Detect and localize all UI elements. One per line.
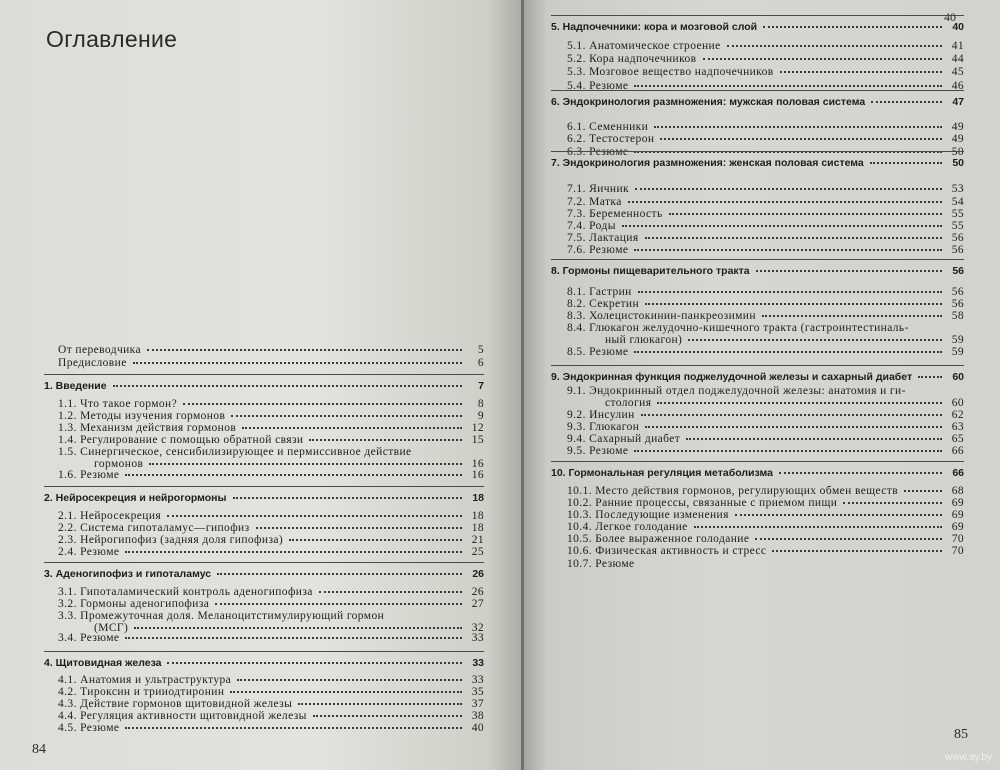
toc-page-number: 59 [951, 346, 964, 358]
toc-page-number: 33 [471, 674, 484, 686]
toc-entry-title: 1. Введение [44, 380, 107, 392]
watermark: www.ay.by [944, 752, 992, 763]
dot-leader [230, 691, 462, 693]
toc-entry-title: 8.1. Гастрин [567, 286, 632, 298]
right-top-number: 40 [944, 10, 956, 24]
toc-page-number: 50 [951, 146, 964, 158]
toc-page-number: 69 [951, 521, 964, 533]
toc-entry[interactable] [567, 445, 964, 457]
toc-page-number: 56 [951, 244, 964, 256]
toc-entry-title: 10.1. Место действия гормонов, регулирующих обмен веществ [567, 485, 899, 497]
toc-entry[interactable] [58, 522, 484, 534]
dot-leader [669, 213, 942, 215]
toc-entry-title: 1.2. Методы изучения гормонов [58, 410, 226, 422]
dot-leader [133, 362, 462, 364]
toc-page-number: 56 [952, 265, 964, 277]
toc-entry-title: 10.3. Последующие изменения [567, 509, 729, 521]
dot-leader [645, 303, 942, 305]
dot-leader [167, 662, 462, 664]
toc-entry[interactable] [58, 586, 484, 598]
toc-page-number: 32 [471, 622, 484, 634]
toc-entry[interactable] [567, 521, 964, 533]
dot-leader [755, 538, 942, 540]
toc-entry-title: 1.5. Синергическое, сенсибилизирующее и пермиссивное действие [58, 446, 412, 458]
toc-entry-title: 7. Эндокринология размножения: женская половая система [551, 157, 864, 169]
toc-entry-title: 6. Эндокринология размножения: мужская половая система [551, 96, 866, 108]
toc-page-number: 69 [951, 509, 964, 521]
toc-page-number: 49 [951, 121, 964, 133]
toc-entry-title: 1.6. Резюме [58, 469, 120, 481]
toc-entry[interactable] [567, 497, 964, 509]
dot-leader [763, 26, 942, 28]
toc-entry[interactable] [58, 510, 484, 522]
toc-entry[interactable] [567, 545, 964, 557]
toc-page-number: 53 [951, 183, 964, 195]
toc-entry-title: 5.1. Анатомическое строение [567, 40, 721, 52]
toc-entry[interactable] [58, 546, 484, 558]
toc-entry[interactable] [58, 710, 484, 722]
toc-page-number: 68 [951, 485, 964, 497]
toc-page-number: 60 [952, 371, 964, 383]
toc-page-number: 59 [951, 334, 964, 346]
toc-entry[interactable] [58, 686, 484, 698]
toc-entry-title: 10.6. Физическая активность и стресс [567, 545, 767, 557]
dot-leader [654, 126, 942, 128]
dot-leader [634, 85, 942, 87]
dot-leader [645, 426, 942, 428]
toc-entry-title: 3.4. Резюме [58, 632, 120, 644]
toc-entry-title: 9. Эндокринная функция поджелудочной железы и сахарный диабет [551, 371, 913, 383]
toc-chapter-entry[interactable] [551, 157, 964, 169]
toc-entry-title: 8.5. Резюме [567, 346, 629, 358]
toc-page-number: 33 [471, 632, 484, 644]
toc-page-number: 60 [951, 397, 964, 409]
chapter-rule [44, 374, 484, 375]
toc-entry-title: 6.1. Семенники [567, 121, 649, 133]
toc-entry-title: Предисловие [58, 357, 127, 369]
toc-entry[interactable] [58, 422, 484, 434]
dot-leader [772, 550, 942, 552]
dot-leader [125, 551, 462, 553]
toc-entry-title: 9.5. Резюме [567, 445, 629, 457]
toc-entry-title: стология [605, 397, 652, 409]
toc-entry-title: 2.2. Система гипоталамус—гипофиз [58, 522, 250, 534]
toc-entry-title: 2. Нейросекреция и нейрогормоны [44, 492, 227, 504]
toc-entry[interactable] [605, 397, 964, 409]
dot-leader [167, 515, 462, 517]
toc-page-number: 56 [951, 286, 964, 298]
toc-entry[interactable] [58, 357, 484, 369]
toc-entry[interactable] [567, 53, 964, 65]
toc-entry[interactable] [567, 322, 964, 334]
page-title: Оглавление [46, 26, 178, 52]
toc-entry[interactable] [567, 208, 964, 220]
dot-leader [780, 71, 942, 73]
toc-entry[interactable] [567, 310, 964, 322]
toc-entry-title: 6.3. Резюме [567, 146, 629, 158]
toc-page-number: 7 [478, 380, 484, 392]
toc-entry[interactable] [58, 398, 484, 410]
right-page-number: 85 [954, 727, 968, 742]
dot-leader [634, 249, 942, 251]
toc-chapter-entry[interactable] [551, 265, 964, 277]
toc-chapter-entry[interactable] [44, 568, 484, 580]
toc-page-number: 54 [951, 196, 964, 208]
dot-leader [688, 339, 942, 341]
dot-leader [622, 225, 942, 227]
toc-entry-title: 10.7. Резюме [567, 558, 635, 570]
dot-leader [113, 385, 462, 387]
toc-entry[interactable] [58, 698, 484, 710]
toc-page-number: 6 [477, 357, 484, 369]
toc-entry[interactable] [567, 66, 964, 78]
toc-chapter-entry[interactable] [44, 657, 484, 669]
toc-entry-title: 9.3. Глюкагон [567, 421, 640, 433]
toc-entry[interactable] [58, 434, 484, 446]
dot-leader [645, 237, 942, 239]
dot-leader [237, 679, 462, 681]
chapter-rule [551, 461, 964, 462]
toc-page-number: 56 [951, 298, 964, 310]
toc-entry[interactable] [58, 410, 484, 422]
dot-leader [660, 138, 942, 140]
toc-page-number: 5 [477, 344, 484, 356]
toc-entry-title: 8.3. Холецистокинин-панкреозимин [567, 310, 756, 322]
toc-entry-title: 4. Щитовидная железа [44, 657, 162, 669]
dot-leader [134, 627, 462, 629]
dot-leader [309, 439, 462, 441]
toc-entry[interactable] [567, 385, 964, 397]
toc-page-number: 21 [471, 534, 484, 546]
dot-leader [231, 415, 462, 417]
toc-entry-title: 2.4. Резюме [58, 546, 120, 558]
toc-entry-title: 3.2. Гормоны аденогипофиза [58, 598, 210, 610]
toc-page-number: 33 [472, 657, 484, 669]
toc-entry[interactable] [58, 469, 484, 481]
toc-chapter-entry[interactable] [551, 467, 964, 479]
dot-leader [634, 450, 942, 452]
toc-entry[interactable] [58, 344, 484, 356]
toc-entry-title: 9.2. Инсулин [567, 409, 635, 421]
toc-page-number: 58 [951, 310, 964, 322]
toc-entry[interactable] [567, 133, 964, 145]
toc-entry-title: гормонов [94, 458, 144, 470]
toc-chapter-entry[interactable] [551, 96, 964, 108]
toc-page-number: 50 [952, 157, 964, 169]
chapter-rule [44, 651, 484, 652]
toc-entry-title: 1.1. Что такое гормон? [58, 398, 178, 410]
toc-entry[interactable] [567, 558, 964, 570]
toc-page-number: 12 [471, 422, 484, 434]
toc-entry[interactable] [567, 298, 964, 310]
toc-page-number: 70 [951, 533, 964, 545]
toc-entry[interactable] [567, 220, 964, 232]
toc-entry[interactable] [567, 40, 964, 52]
toc-page-number: 27 [471, 598, 484, 610]
toc-entry[interactable] [567, 421, 964, 433]
toc-entry-title: 7.6. Резюме [567, 244, 629, 256]
dot-leader [686, 438, 942, 440]
toc-entry[interactable] [567, 244, 964, 256]
dot-leader [313, 715, 462, 717]
toc-entry-title: 3.1. Гипоталамический контроль аденогипофиза [58, 586, 313, 598]
dot-leader [298, 703, 462, 705]
toc-entry[interactable] [567, 286, 964, 298]
toc-entry[interactable] [567, 346, 964, 358]
toc-entry-title: 7.5. Лактация [567, 232, 639, 244]
right-page [524, 0, 1000, 770]
toc-entry[interactable] [605, 334, 964, 346]
toc-entry-title: (МСГ) [94, 622, 129, 634]
toc-page-number: 70 [951, 545, 964, 557]
toc-entry-title: 4.5. Резюме [58, 722, 120, 734]
dot-leader [635, 188, 942, 190]
toc-chapter-entry[interactable] [551, 21, 964, 33]
dot-leader [843, 502, 942, 504]
chapter-rule [551, 151, 964, 152]
chapter-rule [551, 259, 964, 260]
toc-entry-title: 7.2. Матка [567, 196, 622, 208]
toc-entry[interactable] [567, 485, 964, 497]
dot-leader [233, 497, 463, 499]
toc-entry[interactable] [567, 533, 964, 545]
dot-leader [779, 472, 942, 474]
toc-entry-title: 1.3. Механизм действия гормонов [58, 422, 237, 434]
toc-entry-title: 1.4. Регулирование с помощью обратной связи [58, 434, 304, 446]
toc-entry-title: 10.5. Более выраженное голодание [567, 533, 750, 545]
toc-page-number: 38 [471, 710, 484, 722]
toc-entry-title: 5.4. Резюме [567, 80, 629, 92]
toc-page-number: 66 [952, 467, 964, 479]
toc-chapter-entry[interactable] [44, 380, 484, 392]
dot-leader [628, 201, 942, 203]
chapter-rule [551, 15, 964, 16]
dot-leader [125, 474, 462, 476]
toc-entry-title: 8.4. Глюкагон желудочно-кишечного тракта (гастроинтестиналь- [567, 322, 909, 334]
toc-page-number: 44 [951, 53, 964, 65]
toc-entry[interactable] [58, 632, 484, 644]
toc-entry-title: 9.4. Сахарный диабет [567, 433, 681, 445]
toc-page-number: 65 [951, 433, 964, 445]
dot-leader [727, 45, 942, 47]
dot-leader [289, 539, 462, 541]
dot-leader [147, 349, 462, 351]
toc-page-number: 8 [477, 398, 484, 410]
toc-entry-title: ный глюкагон) [605, 334, 683, 346]
toc-page-number: 69 [951, 497, 964, 509]
dot-leader [634, 351, 942, 353]
toc-entry-title: 3. Аденогипофиз и гипоталамус [44, 568, 212, 580]
toc-page-number: 9 [477, 410, 484, 422]
toc-entry[interactable] [567, 409, 964, 421]
dot-leader [242, 427, 462, 429]
toc-entry-title: 3.3. Промежуточная доля. Меланоцитстимулирующий гормон [58, 610, 385, 622]
dot-leader [870, 162, 942, 164]
dot-leader [125, 637, 462, 639]
toc-page-number: 62 [951, 409, 964, 421]
toc-page-number: 18 [471, 522, 484, 534]
toc-page-number: 40 [471, 722, 484, 734]
dot-leader [694, 526, 942, 528]
toc-page-number: 16 [471, 469, 484, 481]
toc-page-number: 16 [471, 458, 484, 470]
toc-entry[interactable] [58, 674, 484, 686]
dot-leader [756, 270, 942, 272]
toc-entry[interactable] [567, 509, 964, 521]
toc-entry[interactable] [58, 722, 484, 734]
dot-leader [319, 591, 462, 593]
toc-entry-title: 8. Гормоны пищеварительного тракта [551, 265, 750, 277]
left-page-number: 84 [32, 742, 46, 757]
toc-page-number: 56 [951, 232, 964, 244]
toc-entry-title: 2.1. Нейросекреция [58, 510, 162, 522]
dot-leader [762, 315, 942, 317]
toc-entry-title: 6.2. Тестостерон [567, 133, 655, 145]
toc-entry[interactable] [58, 598, 484, 610]
toc-page-number: 18 [472, 492, 484, 504]
toc-entry-title: От переводчика [58, 344, 141, 356]
toc-entry-title: 5. Надпочечники: кора и мозговой слой [551, 21, 758, 33]
dot-leader [256, 527, 462, 529]
toc-page-number: 66 [951, 445, 964, 457]
toc-page-number: 63 [951, 421, 964, 433]
toc-entry[interactable] [567, 183, 964, 195]
dot-leader [703, 58, 943, 60]
toc-page-number: 55 [951, 220, 964, 232]
toc-page-number: 18 [471, 510, 484, 522]
toc-page-number: 40 [952, 21, 964, 33]
chapter-rule [551, 365, 964, 366]
toc-entry[interactable] [58, 610, 484, 622]
dot-leader [918, 376, 942, 378]
dot-leader [657, 402, 942, 404]
toc-entry[interactable] [567, 232, 964, 244]
dot-leader [641, 414, 942, 416]
toc-entry-title: 10.4. Легкое голодание [567, 521, 688, 533]
toc-page-number: 26 [472, 568, 484, 580]
toc-entry[interactable] [567, 121, 964, 133]
toc-chapter-entry[interactable] [551, 371, 964, 383]
toc-chapter-entry[interactable] [44, 492, 484, 504]
toc-page-number: 47 [952, 96, 964, 108]
toc-entry-title: 2.3. Нейрогипофиз (задняя доля гипофиза) [58, 534, 284, 546]
dot-leader [638, 291, 942, 293]
toc-entry[interactable] [567, 433, 964, 445]
toc-page-number: 45 [951, 66, 964, 78]
toc-entry-title: 10.2. Ранние процессы, связанные с приемом пищи [567, 497, 838, 509]
dot-leader [904, 490, 942, 492]
toc-entry-title: 4.4. Регуляция активности щитовидной железы [58, 710, 307, 722]
toc-entry-title: 4.1. Анатомия и ультраструктура [58, 674, 232, 686]
toc-entry-title: 7.4. Роды [567, 220, 616, 232]
dot-leader [871, 101, 942, 103]
chapter-rule [44, 562, 484, 563]
dot-leader [735, 514, 942, 516]
toc-page-number: 46 [951, 80, 964, 92]
toc-entry-title: 5.2. Кора надпочечников [567, 53, 697, 65]
toc-entry-title: 4.3. Действие гормонов щитовидной железы [58, 698, 293, 710]
toc-entry-title: 5.3. Мозговое вещество надпочечников [567, 66, 774, 78]
toc-entry[interactable] [58, 534, 484, 546]
dot-leader [149, 463, 462, 465]
toc-page-number: 41 [951, 40, 964, 52]
dot-leader [183, 403, 462, 405]
toc-page-number: 25 [471, 546, 484, 558]
toc-entry[interactable] [567, 196, 964, 208]
toc-entry-title: 4.2. Тироксин и трииодтиронин [58, 686, 225, 698]
dot-leader [215, 603, 462, 605]
chapter-rule [44, 486, 484, 487]
toc-entry-title: 9.1. Эндокринный отдел поджелудочной железы: анатомия и ги- [567, 385, 906, 397]
toc-entry-title: 7.1. Яичник [567, 183, 630, 195]
toc-page-number: 37 [471, 698, 484, 710]
toc-entry[interactable] [58, 446, 484, 458]
toc-entry-title: 8.2. Секретин [567, 298, 640, 310]
toc-page-number: 55 [951, 208, 964, 220]
toc-page-number: 35 [471, 686, 484, 698]
dot-leader [217, 573, 462, 575]
chapter-rule [551, 90, 964, 91]
toc-page-number: 26 [471, 586, 484, 598]
toc-page-number: 49 [951, 133, 964, 145]
toc-page-number: 15 [471, 434, 484, 446]
toc-entry-title: 7.3. Беременность [567, 208, 663, 220]
toc-entry-title: 10. Гормональная регуляция метаболизма [551, 467, 773, 479]
dot-leader [125, 727, 462, 729]
